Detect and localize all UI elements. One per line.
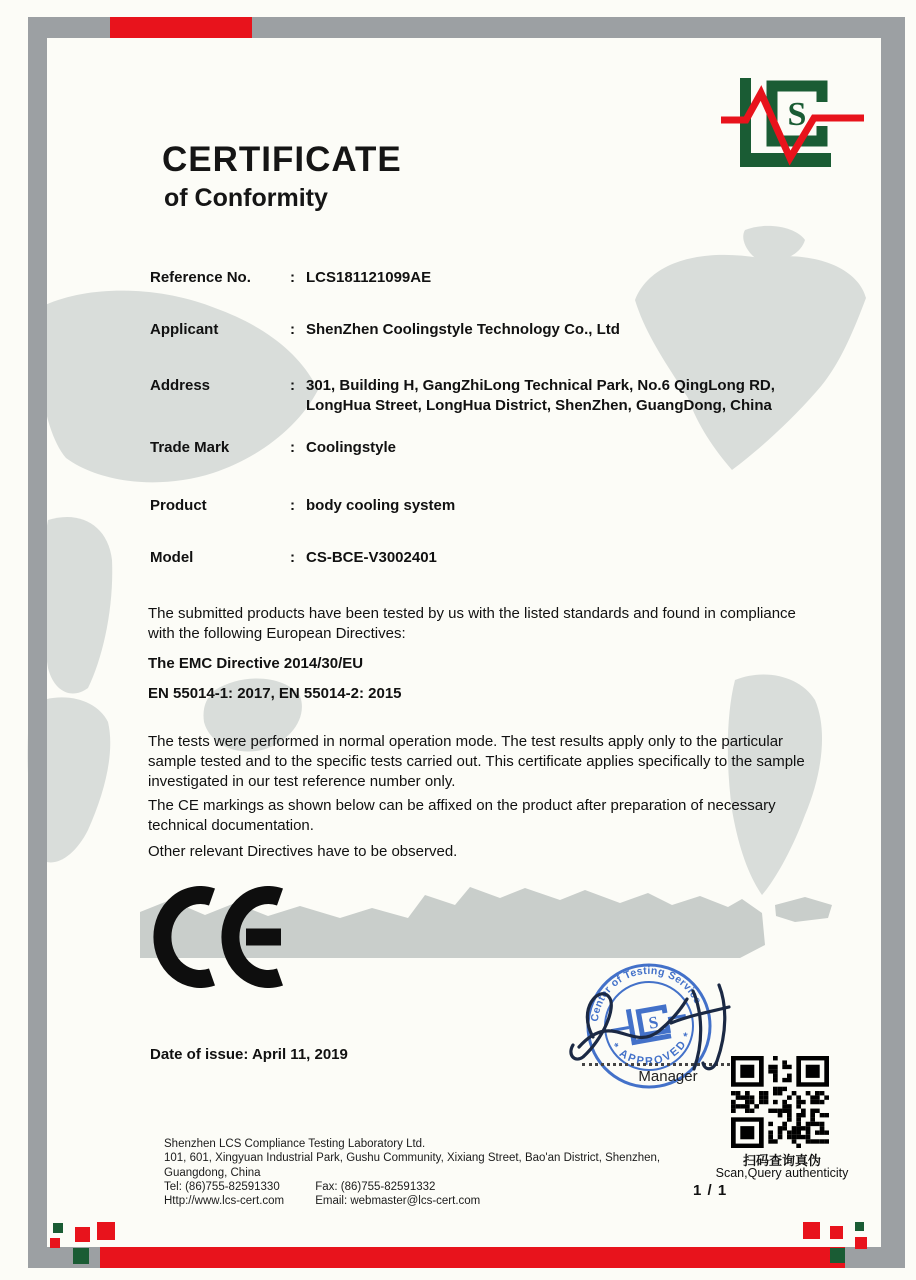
field-value: LCS181121099AE: [306, 269, 432, 286]
field-label: Address: [150, 377, 211, 394]
deco-square: [830, 1248, 845, 1263]
field-value: 301, Building H, GangZhiLong Technical Park, No.6 QingLong RD, LongHua Street, LongHua District, ShenZhen, GuangDong, China: [306, 377, 775, 414]
field-value: ShenZhen Coolingstyle Technology Co., Ltd: [306, 321, 620, 338]
paragraph-ce-markings: The CE markings as shown below can be affixed on the product after preparation of necessary technical documentation.: [148, 797, 776, 834]
qr-caption-english: Scan,Query authenticity: [715, 1166, 849, 1180]
field-colon: :: [290, 497, 295, 514]
field-value: Coolingstyle: [306, 439, 397, 456]
field-row-trademark: [150, 438, 816, 458]
field-label: Applicant: [150, 321, 219, 338]
deco-square: [855, 1222, 864, 1231]
footer-email: Email: webmaster@lcs-cert.com: [315, 1195, 481, 1208]
field-colon: :: [290, 321, 295, 338]
logo-letter-s: S: [787, 96, 807, 133]
footer-fax: Fax: (86)755-82591332: [315, 1180, 436, 1193]
paragraph-intro: The submitted products have been tested by us with the listed standards and found in compliance with the following European Directives:: [148, 605, 796, 642]
field-label: Trade Mark: [150, 439, 230, 456]
footer-tel-fax-row: [164, 1180, 660, 1194]
paragraph-tests: The tests were performed in normal operation mode. The test results apply only to the particular sample tested and to the specific tests carried out. This certificate applies specifically to the sample investigated in our test reference number only.: [148, 733, 805, 790]
qr-caption-chinese: 扫码查询真伪: [742, 1153, 821, 1168]
frame-bottom-left-segment: [28, 1247, 100, 1268]
page-number: 1 / 1: [693, 1182, 728, 1199]
date-of-issue: Date of issue: April 11, 2019: [150, 1046, 348, 1063]
stamp-ring-text-top: Center of Testing Service: [588, 964, 704, 1023]
frame-bottom-red-segment: [100, 1247, 845, 1268]
deco-square: [803, 1222, 820, 1239]
field-value: CS-BCE-V3002401: [306, 549, 437, 566]
frame-right-bar: [881, 17, 905, 1268]
field-colon: :: [290, 377, 295, 394]
signature-title: Manager: [638, 1068, 698, 1085]
paragraph-directive: The EMC Directive 2014/30/EU: [148, 655, 364, 672]
field-row-address: [150, 376, 816, 416]
footer-company-block: [164, 1137, 660, 1208]
footer-address-line2: Guangdong, China: [164, 1166, 261, 1179]
frame-top-gray-segment: [252, 17, 905, 38]
certificate-subtitle: of Conformity: [164, 184, 328, 212]
footer-tel: Tel: (86)755-82591330: [164, 1180, 280, 1193]
deco-square: [97, 1222, 115, 1240]
footer-address-line1: 101, 601, Xingyuan Industrial Park, Gushu Community, Xixiang Street, Bao'an District, Shenzhen,: [164, 1152, 661, 1165]
frame-left-bar: [28, 17, 47, 1268]
ce-marking: [150, 886, 295, 988]
field-label: Product: [150, 497, 207, 514]
field-colon: :: [290, 549, 295, 566]
frame-top-red-segment: [110, 17, 252, 38]
manager-signature: [555, 975, 765, 1080]
field-row-product: [150, 496, 816, 516]
paragraph-other-directives: Other relevant Directives have to be observed.: [148, 843, 458, 860]
deco-square: [75, 1227, 90, 1242]
paragraph-standards: EN 55014-1: 2017, EN 55014-2: 2015: [148, 685, 402, 702]
certificate-title: CERTIFICATE: [162, 140, 402, 179]
lcs-logo: [716, 76, 868, 176]
footer-website: Http://www.lcs-cert.com: [164, 1195, 285, 1208]
footer-web-email-row: [164, 1194, 660, 1208]
deco-square: [855, 1237, 867, 1249]
deco-square: [73, 1248, 89, 1264]
footer-company-name: Shenzhen LCS Compliance Testing Laboratory Ltd.: [164, 1138, 426, 1150]
field-value: body cooling system: [306, 497, 456, 514]
frame-bottom-right-segment: [845, 1247, 905, 1268]
field-row-reference: [150, 268, 816, 288]
deco-square: [53, 1223, 63, 1233]
stamp-letter-s: S: [647, 1012, 660, 1033]
field-row-applicant: [150, 320, 816, 340]
field-colon: :: [290, 439, 295, 456]
field-row-model: [150, 548, 816, 568]
field-label: Model: [150, 549, 194, 566]
deco-square: [830, 1226, 843, 1239]
field-label: Reference No.: [150, 269, 251, 286]
stamp-ring-text-bottom: * APPROVED *: [608, 1029, 695, 1068]
deco-square: [50, 1238, 60, 1248]
field-colon: :: [290, 269, 295, 286]
